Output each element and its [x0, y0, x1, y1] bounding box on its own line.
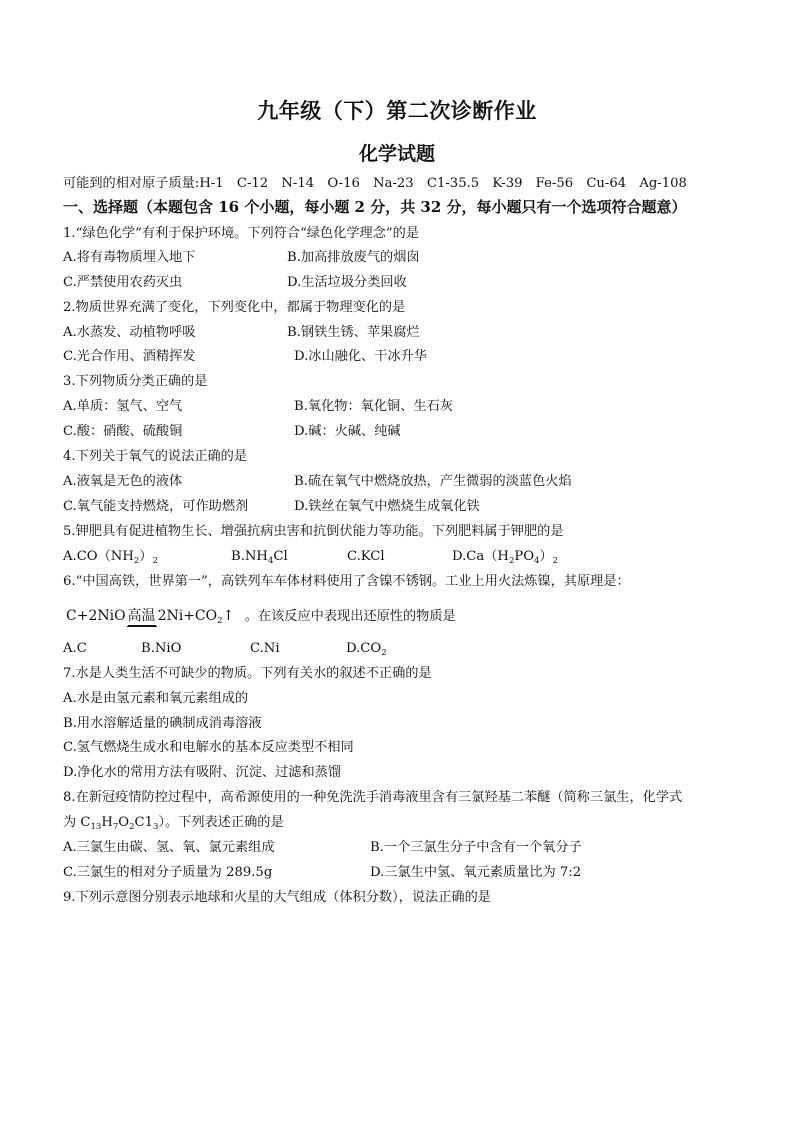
- q1-stem: 1.“绿色化学”有利于保护环境。下列符合“绿色化学理念”的是: [63, 226, 420, 241]
- q8-option-d: D.三氯生中氢、氧元素质量比为 7:2: [370, 865, 582, 880]
- q5-option-a: $A.CO(NH_2)_2$: [63, 549, 158, 566]
- q4-stem: 4.下列关于氧气的说法正确的是: [63, 449, 248, 464]
- q6-option-b: B.NiO: [141, 641, 182, 656]
- q7-stem: 7.水是人类生活不可缺少的物质。下列有关水的叙述不正确的是: [63, 666, 432, 681]
- q6-stem: 6.“中国高铁，世界第一”，高铁列车车体材料使用了含镍不锈钢。工业上用火法炼镍，其原理是：: [63, 574, 630, 589]
- q1-option-a: A.将有毒物质埋入地下: [63, 250, 196, 265]
- section-heading: 一、选择题（本题包含 16 个小题，每小题 2 分，共 32 分，每小题只有一个选项符合题意）: [63, 198, 687, 216]
- q3-option-a: A.单质：氢气、空气: [63, 399, 183, 414]
- q2-option-c: C.光合作用、酒精挥发: [63, 349, 196, 364]
- q8-option-c: C.三氯生的相对分子质量为 289.5g: [63, 865, 273, 880]
- q7-option-c: C.氢气燃烧生成水和电解水的基本反应类型不相同: [63, 740, 354, 755]
- q6-option-a: A.C: [63, 641, 87, 656]
- q8-option-b: B.一个三氯生分子中含有一个氧分子: [370, 840, 582, 855]
- q5-option-d: $D.Ca(H_2PO_4)_2$: [452, 549, 559, 566]
- q8-option-a: A.三氯生由碳、氢、氧、氯元素组成: [63, 840, 275, 855]
- q2-stem: 2.物质世界充满了变化，下列变化中，都属于物理变化的是: [63, 300, 406, 315]
- exam-title: 九年级（下）第二次诊断作业: [257, 98, 537, 123]
- q7-option-b: B.用水溶解适量的碘制成消毒溶液: [63, 716, 262, 731]
- q5-option-b: $B.NH_4Cl$: [231, 549, 288, 566]
- q5-option-c: C.KCl: [347, 549, 385, 564]
- q6-option-d: $D.CO_2$: [346, 641, 387, 658]
- atomic-masses: 可能到的相对原子质量:H-1 C-12 N-14 O-16 Na-23 C1-35.5 K-39 Fe-56 Cu-64 Ag-108: [63, 176, 687, 191]
- q3-stem: 3.下列物质分类正确的是: [63, 374, 208, 389]
- q9-stem: 9.下列示意图分别表示地球和火星的大气组成（体积分数），说法正确的是: [63, 890, 491, 905]
- q3-option-c: C.酸：硝酸、硫酸铜: [63, 424, 183, 439]
- q4-option-a: A.液氧是无色的液体: [63, 474, 183, 489]
- q1-option-b: B.加高排放废气的烟囱: [287, 250, 420, 265]
- q4-option-b: B.硫在氧气中燃烧放热，产生微弱的淡蓝色火焰: [294, 474, 572, 489]
- q5-stem: 5.钾肥具有促进植物生长、增强抗病虫害和抗倒伏能力等功能。下列肥料属于钾肥的是: [63, 524, 564, 539]
- q8-stem-line2: 为 $C_{13}H_7O_2C1_3$）。下列表述正确的是: [63, 815, 284, 832]
- q2-option-a: A.水蒸发、动植物呼吸: [63, 325, 196, 340]
- q4-option-d: D.铁丝在氧气中燃烧生成氧化铁: [294, 499, 480, 514]
- q7-option-d: D.净化水的常用方法有吸附、沉淀、过滤和蒸馏: [63, 765, 342, 780]
- q7-option-a: A.水是由氢元素和氧元素组成的: [63, 691, 249, 706]
- q3-option-d: D.碱：火碱、纯碱: [294, 424, 401, 439]
- q2-option-d: D.冰山融化、干冰升华: [294, 349, 427, 364]
- q1-option-d: D.生活垃圾分类回收: [287, 275, 407, 290]
- q6-reaction-equation: C+2NiO 高温 $2Ni+CO_2↑$ 。在该反应中表现出还原性的物质是: [66, 608, 456, 626]
- q2-option-b: B.钢铁生锈、苹果腐烂: [287, 325, 420, 340]
- q3-option-b: B.氧化物：氧化铜、生石灰: [294, 399, 453, 414]
- q4-option-c: C.氧气能支持燃烧，可作助燃剂: [63, 499, 249, 514]
- reaction-condition: 高温: [127, 609, 157, 627]
- exam-subtitle: 化学试题: [358, 143, 435, 165]
- q1-option-c: C.严禁使用农药灭虫: [63, 275, 183, 290]
- q6-option-c: C.Ni: [250, 641, 280, 656]
- q8-stem-line1: 8.在新冠疫情防控过程中，高希源使用的一种免洗洗手消毒液里含有三氯羟基二苯醚（简称三氯生，化学式: [63, 790, 683, 805]
